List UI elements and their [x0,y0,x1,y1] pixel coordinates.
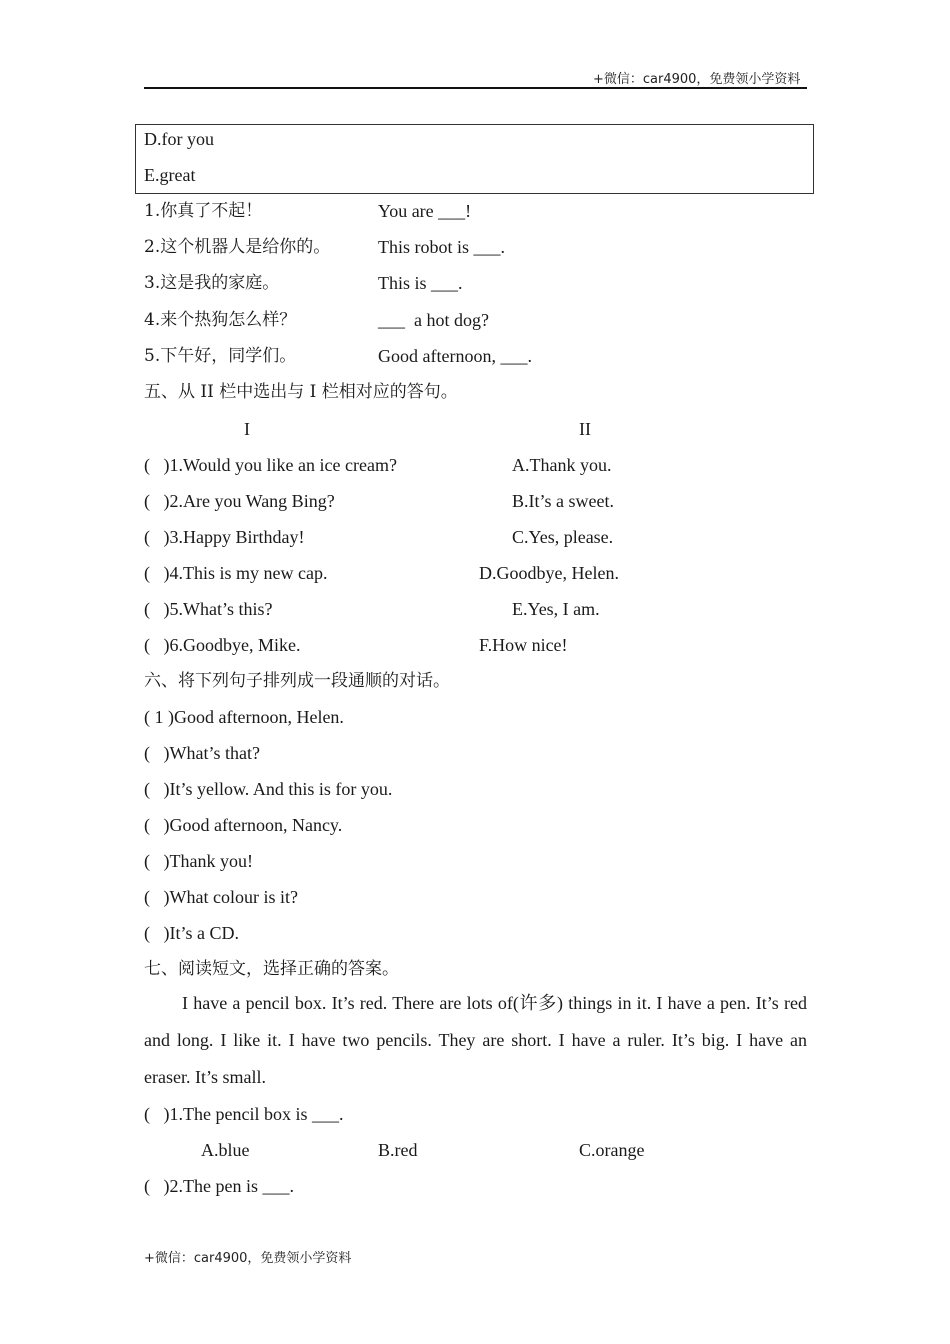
s6-line-7: ( )It’s a CD. [144,923,239,943]
s7-question-2: ( )2.The pen is ___. [144,1176,294,1196]
s7-q1-option-a: A.blue [201,1140,250,1160]
option-d: D.for you [144,129,214,149]
s6-line-5: ( )Thank you! [144,851,253,871]
s4-item-4-zh: 4.来个热狗怎么样？ [144,310,297,330]
s7-passage: I have a pencil box. It’s red. There are lots of(许多) things in it. I have a pen. It’s red and long. I like it. I have two pencils. They are short. I have a ruler. It’s big. I have an eraser. It’s small. [144,993,807,1087]
s4-item-3-zh: 3.这是我的家庭。 [144,273,280,293]
s4-item-2-zh: 2.这个机器人是给你的。 [144,237,331,257]
option-e: E.great [144,165,196,185]
s4-item-1-zh: 1.你真了不起！ [144,201,263,221]
options-box [135,124,814,194]
footer-watermark: +微信：car4900，免费领小学资料 [144,1251,352,1266]
s4-item-5-zh: 5.下午好，同学们。 [144,346,297,366]
s5-col1-header: I [244,419,250,439]
s5-answer-f: F.How nice! [479,635,568,655]
s4-item-4-en: ___ a hot dog? [378,310,489,330]
s7-title: 七、阅读短文，选择正确的答案。 [144,959,399,979]
s7-q1-option-c: C.orange [579,1140,645,1160]
s5-question-4: ( )4.This is my new cap. [144,563,328,583]
s5-answer-b: B.It’s a sweet. [512,491,614,511]
s6-line-3: ( )It’s yellow. And this is for you. [144,779,393,799]
header-rule [144,87,807,89]
s4-item-1-en: You are ___! [378,201,472,221]
s6-title: 六、将下列句子排列成一段通顺的对话。 [144,671,450,691]
s5-answer-c: C.Yes, please. [512,527,614,547]
s5-question-6: ( )6.Goodbye, Mike. [144,635,301,655]
s5-question-1: ( )1.Would you like an ice cream? [144,455,397,475]
s6-line-6: ( )What colour is it? [144,887,298,907]
s7-q1-option-b: B.red [378,1140,418,1160]
s5-title: 五、从 II 栏中选出与 I 栏相对应的答句。 [144,382,458,402]
s5-answer-d: D.Goodbye, Helen. [479,563,619,583]
s6-line-4: ( )Good afternoon, Nancy. [144,815,343,835]
s5-question-2: ( )2.Are you Wang Bing? [144,491,335,511]
s5-answer-e: E.Yes, I am. [512,599,600,619]
s4-item-5-en: Good afternoon, ___. [378,346,532,366]
s4-item-2-en: This robot is ___. [378,237,506,257]
s5-question-3: ( )3.Happy Birthday! [144,527,305,547]
s7-question-1: ( )1.The pencil box is ___. [144,1104,344,1124]
s6-line-2: ( )What’s that? [144,743,260,763]
s5-question-5: ( )5.What’s this? [144,599,273,619]
header-watermark: +微信：car4900，免费领小学资料 [593,72,801,87]
s5-answer-a: A.Thank you. [512,455,612,475]
s4-item-3-en: This is ___. [378,273,463,293]
s5-col2-header: II [579,419,591,439]
s6-line-1: ( 1 )Good afternoon, Helen. [144,707,344,727]
